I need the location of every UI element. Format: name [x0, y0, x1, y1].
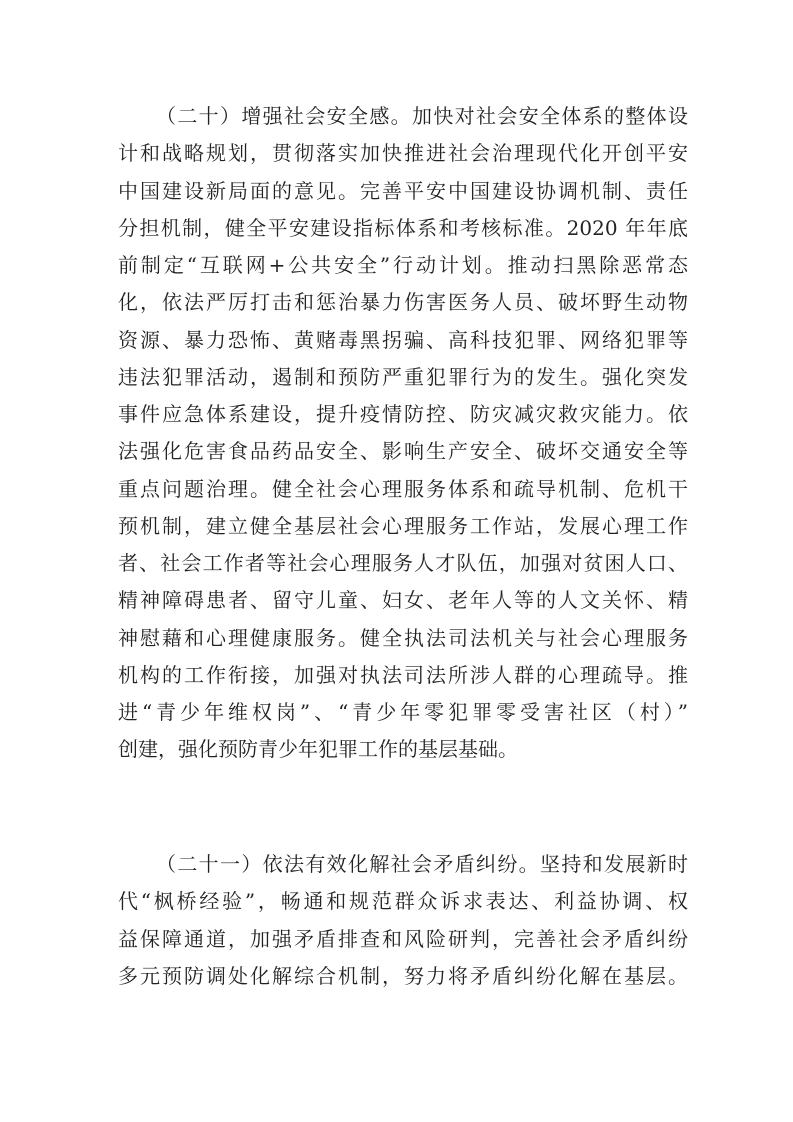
text-line: （二十一）依法有效化解社会矛盾纠纷。坚持和发展新时 — [156, 852, 688, 876]
text-line: 资源、暴力恐怖、黄赌毒黑拐骗、高科技犯罪、网络犯罪等 — [118, 327, 688, 352]
text-line: 神慰藉和心理健康服务。健全执法司法机关与社会心理服务 — [118, 625, 688, 650]
text-line: 精神障碍患者、留守儿童、妇女、老年人等的人文关怀、精 — [118, 588, 688, 613]
text-line: 预机制，建立健全基层社会心理服务工作站，发展心理工作 — [118, 513, 688, 538]
text-line: 分担机制，健全平安建设指标体系和考核标准。2020 年年底 — [118, 215, 688, 240]
text-line-last: 创建，强化预防青少年犯罪工作的基层基础。 — [118, 737, 518, 762]
text-line: （二十）增强社会安全感。加快对社会安全体系的整体设 — [156, 104, 688, 128]
text-line: 事件应急体系建设，提升疫情防控、防灾减灾救灾能力。依 — [118, 402, 688, 426]
text-line: 进“青少年维权岗”、“青少年零犯罪零受害社区（村）” — [118, 700, 688, 724]
paragraph-dispute-resolution — [118, 846, 688, 995]
text-line: 者、社会工作者等社会心理服务人才队伍，加强对贫困人口、 — [118, 551, 688, 575]
text-line: 益保障通道，加强矛盾排查和风险研判，完善社会矛盾纠纷 — [118, 926, 688, 951]
text-line: 重点问题治理。健全社会心理服务体系和疏导机制、危机干 — [118, 476, 688, 501]
text-line: 法强化危害食品药品安全、影响生产安全、破坏交通安全等 — [118, 439, 688, 464]
text-line: 中国建设新局面的意见。完善平安中国建设协调机制、责任 — [118, 178, 688, 203]
text-line: 前制定“互联网+公共安全”行动计划。推动扫黑除恶常态 — [118, 253, 688, 277]
text-line: 代“枫桥经验”，畅通和规范群众诉求表达、利益协调、权 — [118, 889, 688, 914]
text-line: 机构的工作衔接，加强对执法司法所涉人群的心理疏导。推 — [118, 662, 688, 687]
text-line: 违法犯罪活动，遏制和预防严重犯罪行为的发生。强化突发 — [118, 364, 688, 389]
paragraph-social-security — [118, 98, 688, 769]
text-line: 计和战略规划，贯彻落实加快推进社会治理现代化开创平安 — [118, 141, 688, 166]
text-line: 化，依法严厉打击和惩治暴力伤害医务人员、破坏野生动物 — [118, 290, 688, 315]
text-line: 多元预防调处化解综合机制，努力将矛盾纠纷化解在基层。 — [118, 963, 688, 988]
